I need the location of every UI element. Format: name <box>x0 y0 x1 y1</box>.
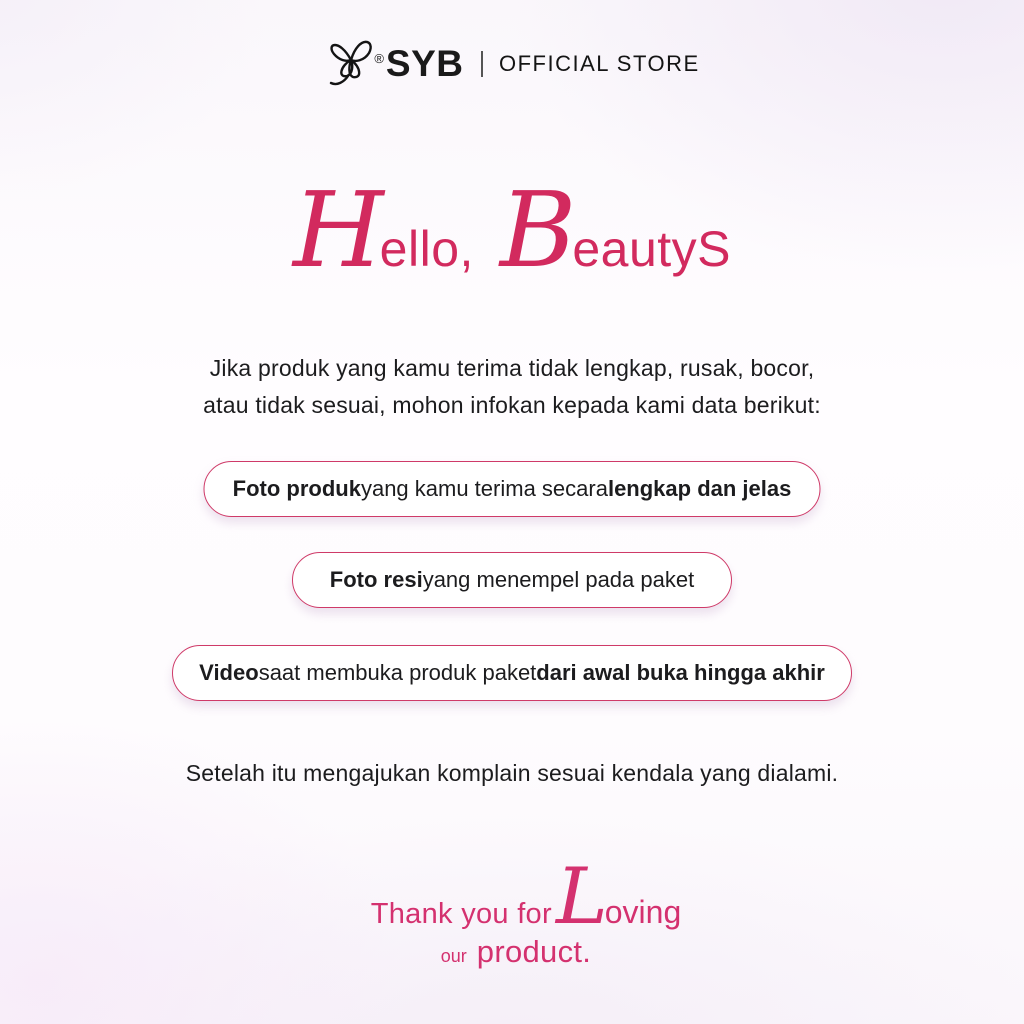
followup-text: Setelah itu mengajukan komplain sesuai kendala yang dialami. <box>185 760 839 786</box>
requirement-pill-foto-produk <box>204 461 821 517</box>
our-product-line <box>441 934 591 970</box>
pill-text-bold: Foto resi <box>329 567 423 592</box>
loving-rest: oving <box>604 894 682 930</box>
loving-script-l: L <box>555 852 605 942</box>
greeting-script-b: B <box>499 169 573 291</box>
pill-text: yang kamu terima secara <box>360 476 608 501</box>
store-label: OFFICIAL STORE <box>498 51 700 76</box>
butterfly-flourish-icon <box>324 30 380 88</box>
header-divider <box>481 51 483 77</box>
intro-line-2: atau tidak sesuai, mohon infokan kepada kami data berikut: <box>203 392 821 418</box>
greeting-title <box>0 169 1024 308</box>
thank-you-line <box>370 852 682 942</box>
brand-name: SYB <box>385 42 464 84</box>
requirement-pill-video <box>172 645 852 701</box>
our-text: our <box>440 946 467 967</box>
pill-text: saat membuka produk paket <box>258 660 537 685</box>
thanks-text: Thank you for <box>370 898 552 930</box>
intro-paragraph <box>0 350 1024 424</box>
thank-you-block <box>0 852 1024 970</box>
store-header <box>0 30 1024 88</box>
requirement-pill-foto-resi <box>292 552 732 608</box>
intro-line-1: Jika produk yang kamu terima tidak lengkap, rusak, bocor, <box>209 355 815 381</box>
greeting-script-h: H <box>292 169 380 291</box>
pill-text-bold: dari awal buka hingga akhir <box>536 660 825 685</box>
pill-text-bold: lengkap dan jelas <box>607 476 792 501</box>
pill-text-bold: Video <box>199 660 259 685</box>
pill-text: yang menempel pada paket <box>422 567 695 592</box>
registered-mark: ® <box>374 50 384 66</box>
pill-text-bold: Foto produk <box>232 476 361 501</box>
greeting-rest-1: ello, <box>379 221 474 277</box>
product-text: product. <box>476 934 592 970</box>
greeting-rest-2: eautyS <box>572 221 732 277</box>
